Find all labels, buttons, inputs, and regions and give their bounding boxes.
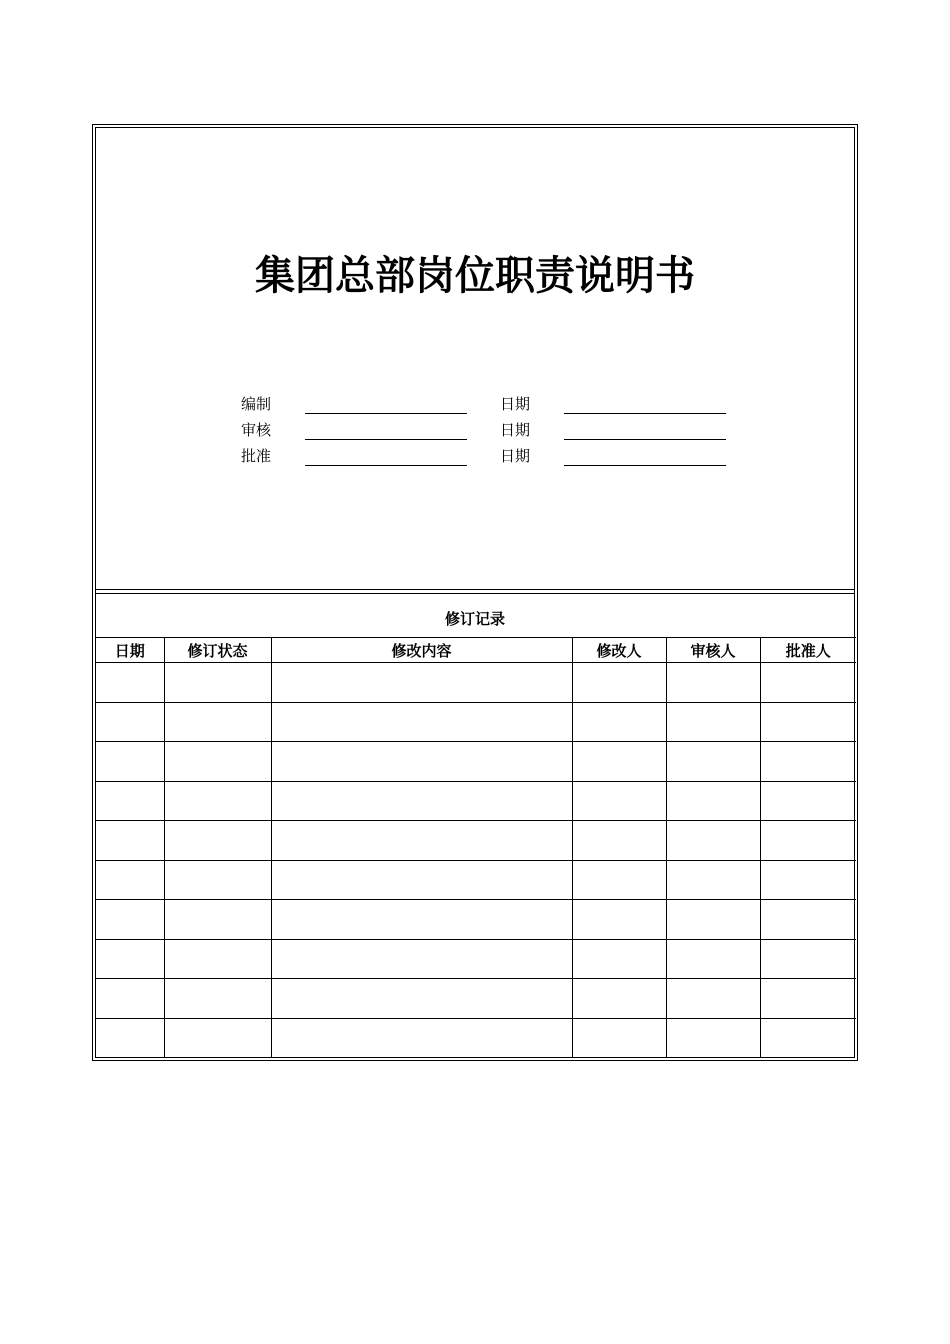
revision-status-cell <box>164 1018 271 1057</box>
date-line <box>564 413 726 414</box>
revision-record-table <box>96 637 856 1057</box>
reviewer-cell <box>666 1018 760 1057</box>
modifier-cell <box>572 781 666 821</box>
signature-line <box>305 439 467 440</box>
signature-line <box>305 465 467 466</box>
reviewer-cell <box>666 979 760 1019</box>
reviewer-cell <box>666 663 760 703</box>
reviewer-cell <box>666 702 760 742</box>
reviewer-cell <box>666 900 760 940</box>
content-cell <box>271 781 572 821</box>
modifier-cell <box>572 979 666 1019</box>
approver-cell <box>760 663 856 703</box>
signature-row-review <box>241 419 741 443</box>
document-frame <box>92 124 858 1061</box>
date-cell <box>96 939 164 979</box>
document-title: 集团总部岗位职责说明书 <box>255 252 695 299</box>
reviewer-cell <box>666 781 760 821</box>
revision-status-cell <box>164 939 271 979</box>
table-row <box>96 663 856 703</box>
table-row <box>96 1018 856 1057</box>
content-cell <box>271 663 572 703</box>
date-cell <box>96 821 164 861</box>
reviewer-cell <box>666 742 760 782</box>
table-row <box>96 900 856 940</box>
revision-record-title: 修订记录 <box>444 610 505 628</box>
table-row <box>96 742 856 782</box>
date-cell <box>96 979 164 1019</box>
approver-cell <box>760 742 856 782</box>
approver-cell <box>760 939 856 979</box>
revision-status-cell <box>164 860 271 900</box>
modifier-cell <box>572 742 666 782</box>
column-header-modifier: 修改人 <box>572 638 666 663</box>
approver-cell <box>760 860 856 900</box>
content-cell <box>271 702 572 742</box>
reviewer-cell <box>666 939 760 979</box>
revision-status-cell <box>164 979 271 1019</box>
date-label: 日期 <box>500 447 531 465</box>
approver-cell <box>760 781 856 821</box>
date-label: 日期 <box>500 395 531 413</box>
content-cell <box>271 900 572 940</box>
table-header-row <box>96 638 856 663</box>
table-row <box>96 821 856 861</box>
content-cell <box>271 742 572 782</box>
table-row <box>96 939 856 979</box>
modifier-cell <box>572 1018 666 1057</box>
column-header-content: 修改内容 <box>271 638 572 663</box>
revision-status-cell <box>164 702 271 742</box>
date-line <box>564 439 726 440</box>
approver-cell <box>760 900 856 940</box>
table-row <box>96 979 856 1019</box>
modifier-cell <box>572 663 666 703</box>
content-cell <box>271 1018 572 1057</box>
double-separator <box>96 589 854 594</box>
content-cell <box>271 979 572 1019</box>
revision-status-cell <box>164 900 271 940</box>
modifier-cell <box>572 860 666 900</box>
date-cell <box>96 860 164 900</box>
date-cell <box>96 1018 164 1057</box>
modifier-cell <box>572 702 666 742</box>
approver-cell <box>760 979 856 1019</box>
signature-row-approve <box>241 445 741 469</box>
revision-status-cell <box>164 663 271 703</box>
approver-cell <box>760 702 856 742</box>
revision-status-cell <box>164 742 271 782</box>
date-cell <box>96 781 164 821</box>
column-header-reviewer: 审核人 <box>666 638 760 663</box>
column-header-approver: 批准人 <box>760 638 856 663</box>
content-cell <box>271 939 572 979</box>
approver-cell <box>760 821 856 861</box>
signature-label: 编制 <box>241 395 272 413</box>
cover-section <box>96 128 854 589</box>
date-cell <box>96 900 164 940</box>
date-line <box>564 465 726 466</box>
document-frame-inner <box>95 127 855 1058</box>
date-label: 日期 <box>500 421 531 439</box>
date-cell <box>96 742 164 782</box>
approver-cell <box>760 1018 856 1057</box>
signature-label: 批准 <box>241 447 272 465</box>
modifier-cell <box>572 900 666 940</box>
date-cell <box>96 663 164 703</box>
column-header-date: 日期 <box>96 638 164 663</box>
modifier-cell <box>572 939 666 979</box>
table-row <box>96 781 856 821</box>
column-header-revision-status: 修订状态 <box>164 638 271 663</box>
content-cell <box>271 821 572 861</box>
date-cell <box>96 702 164 742</box>
content-cell <box>271 860 572 900</box>
table-row <box>96 702 856 742</box>
signature-row-compile <box>241 393 741 417</box>
revision-status-cell <box>164 821 271 861</box>
signature-line <box>305 413 467 414</box>
modifier-cell <box>572 821 666 861</box>
reviewer-cell <box>666 821 760 861</box>
table-row <box>96 860 856 900</box>
reviewer-cell <box>666 860 760 900</box>
signature-label: 审核 <box>241 421 272 439</box>
revision-status-cell <box>164 781 271 821</box>
